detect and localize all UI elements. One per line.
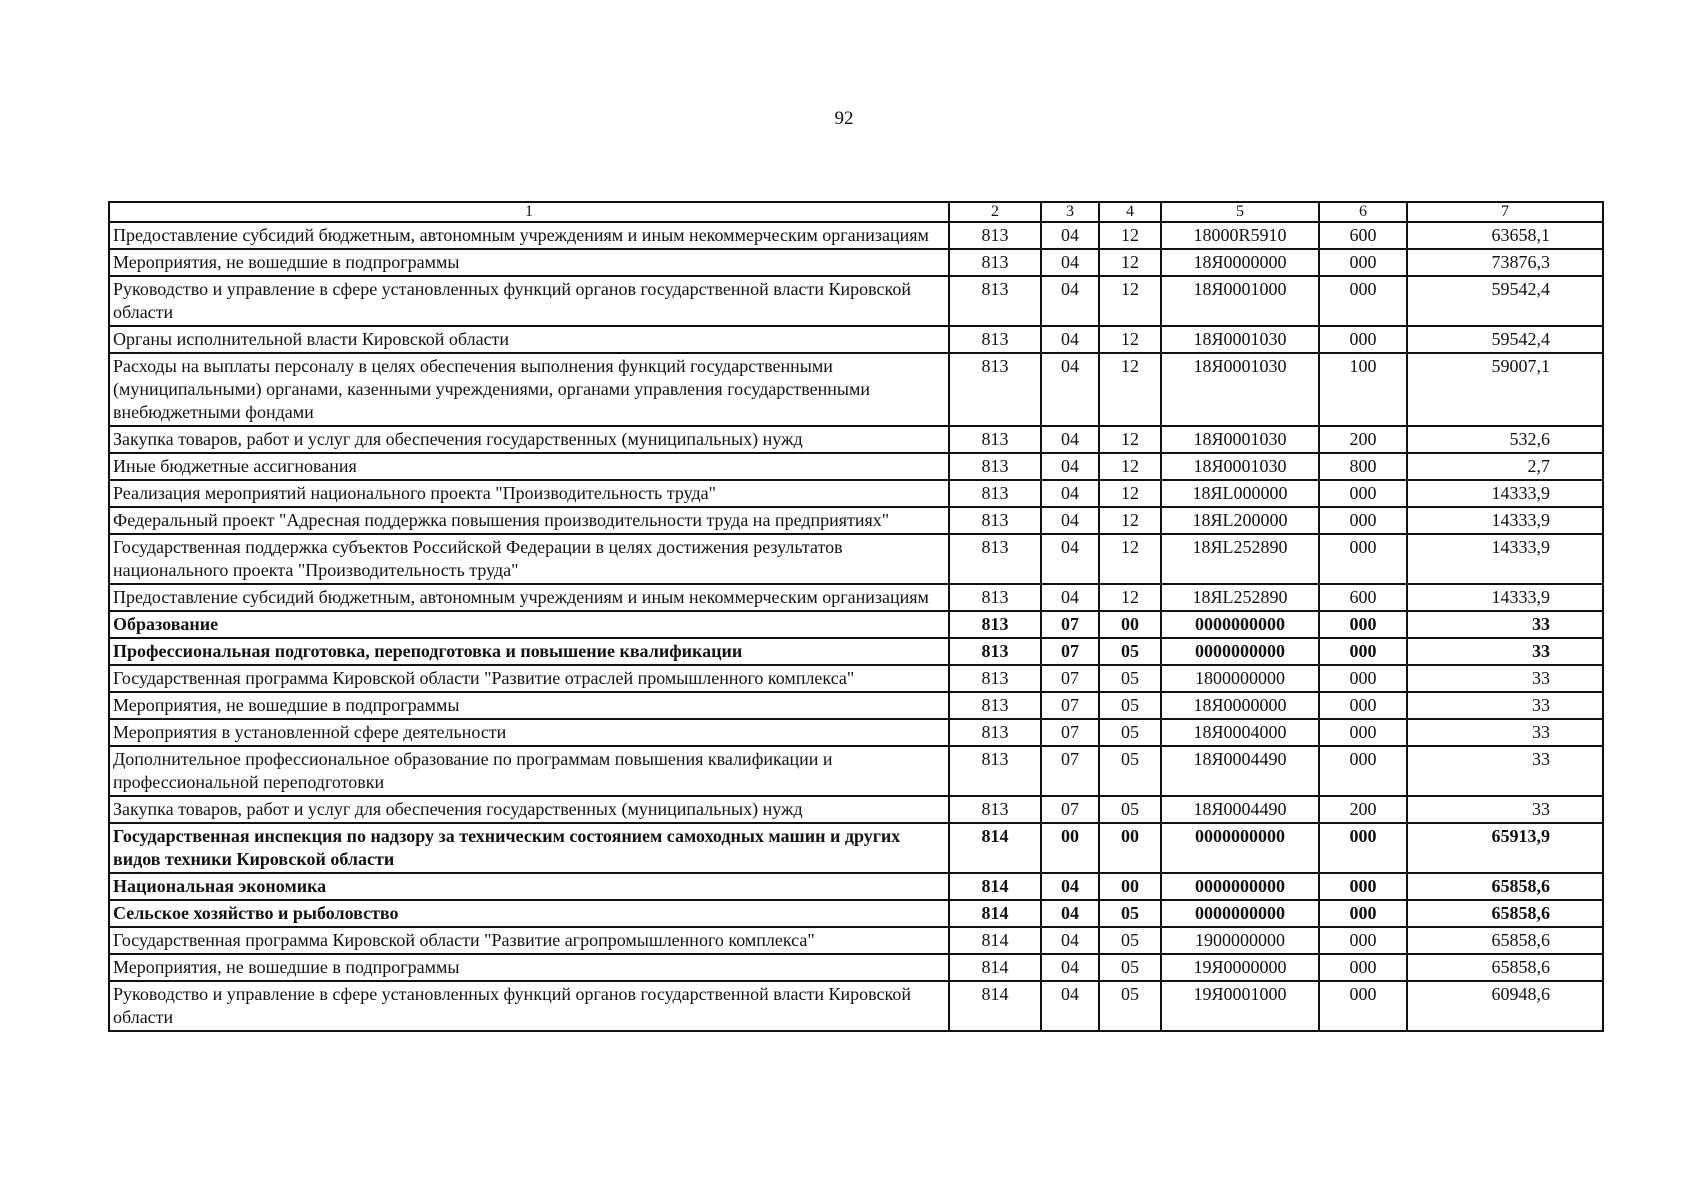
- row-expense-type-cell: 000: [1319, 719, 1407, 746]
- table-row: [109, 426, 1603, 453]
- row-section-cell: 04: [1041, 954, 1099, 981]
- row-grbs-cell: 813: [949, 222, 1041, 249]
- row-amount-cell: 65858,6: [1407, 900, 1603, 927]
- table-row: [109, 823, 1603, 873]
- row-expense-type-cell: 000: [1319, 326, 1407, 353]
- row-target-code-cell: 18Я0000000: [1161, 249, 1319, 276]
- table-header-row: [109, 202, 1603, 222]
- table-row: [109, 480, 1603, 507]
- row-expense-type-cell: 600: [1319, 222, 1407, 249]
- row-amount-cell: 33: [1407, 638, 1603, 665]
- table-row: [109, 222, 1603, 249]
- row-name-cell: Образование: [109, 611, 949, 638]
- row-name-cell: Руководство и управление в сфере установленных функций органов государственной власти Кировской области: [109, 981, 949, 1031]
- table-row: [109, 873, 1603, 900]
- row-expense-type-cell: 000: [1319, 927, 1407, 954]
- row-expense-type-cell: 100: [1319, 353, 1407, 426]
- row-amount-cell: 65913,9: [1407, 823, 1603, 873]
- row-name-cell: Иные бюджетные ассигнования: [109, 453, 949, 480]
- row-target-code-cell: 19Я0000000: [1161, 954, 1319, 981]
- row-grbs-cell: 814: [949, 927, 1041, 954]
- table-row: [109, 665, 1603, 692]
- column-header: 4: [1099, 202, 1161, 222]
- row-target-code-cell: 18Я0004490: [1161, 796, 1319, 823]
- row-name-cell: Мероприятия, не вошедшие в подпрограммы: [109, 692, 949, 719]
- row-amount-cell: 14333,9: [1407, 584, 1603, 611]
- row-grbs-cell: 813: [949, 665, 1041, 692]
- row-grbs-cell: 813: [949, 276, 1041, 326]
- table-row: [109, 611, 1603, 638]
- row-subsection-cell: 00: [1099, 823, 1161, 873]
- row-section-cell: 04: [1041, 453, 1099, 480]
- row-section-cell: 00: [1041, 823, 1099, 873]
- row-expense-type-cell: 200: [1319, 796, 1407, 823]
- row-target-code-cell: 18000R5910: [1161, 222, 1319, 249]
- row-amount-cell: 65858,6: [1407, 873, 1603, 900]
- row-section-cell: 04: [1041, 873, 1099, 900]
- row-amount-cell: 59007,1: [1407, 353, 1603, 426]
- row-name-cell: Мероприятия в установленной сфере деятельности: [109, 719, 949, 746]
- row-grbs-cell: 813: [949, 453, 1041, 480]
- table-row: [109, 326, 1603, 353]
- row-subsection-cell: 05: [1099, 927, 1161, 954]
- row-target-code-cell: 0000000000: [1161, 823, 1319, 873]
- row-grbs-cell: 814: [949, 873, 1041, 900]
- table-row: [109, 900, 1603, 927]
- table-row: [109, 981, 1603, 1031]
- row-section-cell: 07: [1041, 692, 1099, 719]
- row-grbs-cell: 814: [949, 900, 1041, 927]
- row-amount-cell: 59542,4: [1407, 276, 1603, 326]
- row-name-cell: Государственная поддержка субъектов Российской Федерации в целях достижения результатов национального проекта "Производительность труда": [109, 534, 949, 584]
- row-section-cell: 07: [1041, 719, 1099, 746]
- row-section-cell: 04: [1041, 900, 1099, 927]
- row-grbs-cell: 813: [949, 584, 1041, 611]
- row-expense-type-cell: 000: [1319, 638, 1407, 665]
- row-amount-cell: 59542,4: [1407, 326, 1603, 353]
- row-name-cell: Расходы на выплаты персоналу в целях обеспечения выполнения функций государственными (муниципальными) органами, казенными учреждениями, органами управления государственными внебюджетными фондами: [109, 353, 949, 426]
- row-grbs-cell: 813: [949, 480, 1041, 507]
- table-body: [109, 222, 1603, 1031]
- row-grbs-cell: 814: [949, 823, 1041, 873]
- row-amount-cell: 33: [1407, 746, 1603, 796]
- row-grbs-cell: 813: [949, 746, 1041, 796]
- row-expense-type-cell: 000: [1319, 954, 1407, 981]
- row-target-code-cell: 0000000000: [1161, 900, 1319, 927]
- row-subsection-cell: 12: [1099, 249, 1161, 276]
- row-grbs-cell: 813: [949, 426, 1041, 453]
- row-section-cell: 04: [1041, 249, 1099, 276]
- row-expense-type-cell: 600: [1319, 584, 1407, 611]
- row-amount-cell: 14333,9: [1407, 507, 1603, 534]
- row-grbs-cell: 813: [949, 611, 1041, 638]
- row-amount-cell: 33: [1407, 692, 1603, 719]
- row-target-code-cell: 0000000000: [1161, 611, 1319, 638]
- row-subsection-cell: 12: [1099, 276, 1161, 326]
- table-row: [109, 796, 1603, 823]
- row-name-cell: Дополнительное профессиональное образование по программам повышения квалификации и профессиональной переподготовки: [109, 746, 949, 796]
- row-subsection-cell: 12: [1099, 222, 1161, 249]
- row-name-cell: Федеральный проект "Адресная поддержка повышения производительности труда на предприятиях": [109, 507, 949, 534]
- row-expense-type-cell: 000: [1319, 692, 1407, 719]
- row-subsection-cell: 12: [1099, 507, 1161, 534]
- row-section-cell: 07: [1041, 796, 1099, 823]
- row-expense-type-cell: 000: [1319, 534, 1407, 584]
- row-expense-type-cell: 000: [1319, 823, 1407, 873]
- row-subsection-cell: 12: [1099, 453, 1161, 480]
- column-header: 5: [1161, 202, 1319, 222]
- row-target-code-cell: 18Я0001000: [1161, 276, 1319, 326]
- page-number: 92: [834, 108, 854, 129]
- row-section-cell: 04: [1041, 927, 1099, 954]
- table-row: [109, 927, 1603, 954]
- row-amount-cell: 65858,6: [1407, 954, 1603, 981]
- row-name-cell: Государственная программа Кировской области "Развитие отраслей промышленного комплекса": [109, 665, 949, 692]
- row-name-cell: Мероприятия, не вошедшие в подпрограммы: [109, 249, 949, 276]
- row-amount-cell: 33: [1407, 796, 1603, 823]
- row-expense-type-cell: 000: [1319, 873, 1407, 900]
- row-amount-cell: 33: [1407, 611, 1603, 638]
- row-subsection-cell: 12: [1099, 534, 1161, 584]
- row-subsection-cell: 05: [1099, 719, 1161, 746]
- row-amount-cell: 73876,3: [1407, 249, 1603, 276]
- table-row: [109, 534, 1603, 584]
- row-section-cell: 07: [1041, 665, 1099, 692]
- row-name-cell: Предоставление субсидий бюджетным, автономным учреждениям и иным некоммерческим организациям: [109, 584, 949, 611]
- row-target-code-cell: 18ЯL252890: [1161, 584, 1319, 611]
- row-amount-cell: 14333,9: [1407, 534, 1603, 584]
- row-section-cell: 04: [1041, 981, 1099, 1031]
- table-row: [109, 507, 1603, 534]
- row-grbs-cell: 813: [949, 249, 1041, 276]
- row-grbs-cell: 813: [949, 719, 1041, 746]
- table-row: [109, 638, 1603, 665]
- row-section-cell: 07: [1041, 611, 1099, 638]
- row-grbs-cell: 813: [949, 796, 1041, 823]
- row-section-cell: 07: [1041, 638, 1099, 665]
- row-target-code-cell: 0000000000: [1161, 873, 1319, 900]
- row-target-code-cell: 18Я0000000: [1161, 692, 1319, 719]
- row-amount-cell: 33: [1407, 719, 1603, 746]
- row-name-cell: Предоставление субсидий бюджетным, автономным учреждениям и иным некоммерческим организациям: [109, 222, 949, 249]
- row-subsection-cell: 05: [1099, 796, 1161, 823]
- row-amount-cell: 532,6: [1407, 426, 1603, 453]
- row-name-cell: Национальная экономика: [109, 873, 949, 900]
- row-name-cell: Реализация мероприятий национального проекта "Производительность труда": [109, 480, 949, 507]
- column-header: 3: [1041, 202, 1099, 222]
- row-subsection-cell: 05: [1099, 638, 1161, 665]
- row-subsection-cell: 12: [1099, 584, 1161, 611]
- row-subsection-cell: 05: [1099, 665, 1161, 692]
- row-subsection-cell: 00: [1099, 873, 1161, 900]
- row-section-cell: 04: [1041, 222, 1099, 249]
- row-target-code-cell: 1800000000: [1161, 665, 1319, 692]
- row-subsection-cell: 12: [1099, 480, 1161, 507]
- row-section-cell: 04: [1041, 534, 1099, 584]
- row-expense-type-cell: 800: [1319, 453, 1407, 480]
- column-header: 1: [109, 202, 949, 222]
- row-target-code-cell: 18ЯL252890: [1161, 534, 1319, 584]
- row-section-cell: 04: [1041, 584, 1099, 611]
- table-row: [109, 453, 1603, 480]
- row-name-cell: Государственная программа Кировской области "Развитие агропромышленного комплекса": [109, 927, 949, 954]
- row-grbs-cell: 813: [949, 353, 1041, 426]
- row-section-cell: 04: [1041, 507, 1099, 534]
- row-name-cell: Сельское хозяйство и рыболовство: [109, 900, 949, 927]
- column-header: 6: [1319, 202, 1407, 222]
- row-expense-type-cell: 000: [1319, 665, 1407, 692]
- row-amount-cell: 63658,1: [1407, 222, 1603, 249]
- row-name-cell: Мероприятия, не вошедшие в подпрограммы: [109, 954, 949, 981]
- row-subsection-cell: 05: [1099, 900, 1161, 927]
- row-target-code-cell: 18ЯL200000: [1161, 507, 1319, 534]
- row-target-code-cell: 18Я0004490: [1161, 746, 1319, 796]
- budget-table: [108, 201, 1604, 1032]
- row-name-cell: Государственная инспекция по надзору за техническим состоянием самоходных машин и других видов техники Кировской области: [109, 823, 949, 873]
- row-section-cell: 04: [1041, 276, 1099, 326]
- row-name-cell: Закупка товаров, работ и услуг для обеспечения государственных (муниципальных) нужд: [109, 426, 949, 453]
- row-subsection-cell: 05: [1099, 692, 1161, 719]
- row-grbs-cell: 813: [949, 326, 1041, 353]
- row-subsection-cell: 12: [1099, 353, 1161, 426]
- row-grbs-cell: 813: [949, 507, 1041, 534]
- table-row: [109, 276, 1603, 326]
- row-name-cell: Профессиональная подготовка, переподготовка и повышение квалификации: [109, 638, 949, 665]
- row-target-code-cell: 18Я0001030: [1161, 453, 1319, 480]
- row-amount-cell: 2,7: [1407, 453, 1603, 480]
- row-target-code-cell: 0000000000: [1161, 638, 1319, 665]
- row-section-cell: 04: [1041, 426, 1099, 453]
- row-section-cell: 04: [1041, 353, 1099, 426]
- row-amount-cell: 14333,9: [1407, 480, 1603, 507]
- row-name-cell: Закупка товаров, работ и услуг для обеспечения государственных (муниципальных) нужд: [109, 796, 949, 823]
- row-target-code-cell: 18Я0001030: [1161, 426, 1319, 453]
- row-name-cell: Руководство и управление в сфере установленных функций органов государственной власти Кировской области: [109, 276, 949, 326]
- row-subsection-cell: 12: [1099, 426, 1161, 453]
- row-expense-type-cell: 000: [1319, 249, 1407, 276]
- row-subsection-cell: 05: [1099, 981, 1161, 1031]
- row-subsection-cell: 12: [1099, 326, 1161, 353]
- row-target-code-cell: 18ЯL000000: [1161, 480, 1319, 507]
- row-subsection-cell: 05: [1099, 746, 1161, 796]
- row-target-code-cell: 1900000000: [1161, 927, 1319, 954]
- row-expense-type-cell: 000: [1319, 611, 1407, 638]
- row-subsection-cell: 00: [1099, 611, 1161, 638]
- row-subsection-cell: 05: [1099, 954, 1161, 981]
- row-target-code-cell: 18Я0004000: [1161, 719, 1319, 746]
- row-target-code-cell: 19Я0001000: [1161, 981, 1319, 1031]
- row-amount-cell: 33: [1407, 665, 1603, 692]
- row-grbs-cell: 813: [949, 534, 1041, 584]
- row-section-cell: 04: [1041, 480, 1099, 507]
- row-expense-type-cell: 000: [1319, 981, 1407, 1031]
- table-row: [109, 954, 1603, 981]
- table-row: [109, 746, 1603, 796]
- row-grbs-cell: 813: [949, 638, 1041, 665]
- row-target-code-cell: 18Я0001030: [1161, 353, 1319, 426]
- row-target-code-cell: 18Я0001030: [1161, 326, 1319, 353]
- row-expense-type-cell: 200: [1319, 426, 1407, 453]
- row-section-cell: 07: [1041, 746, 1099, 796]
- row-expense-type-cell: 000: [1319, 507, 1407, 534]
- row-grbs-cell: 813: [949, 692, 1041, 719]
- table-row: [109, 719, 1603, 746]
- column-header: 7: [1407, 202, 1603, 222]
- row-grbs-cell: 814: [949, 954, 1041, 981]
- table-row: [109, 584, 1603, 611]
- table-row: [109, 353, 1603, 426]
- row-expense-type-cell: 000: [1319, 480, 1407, 507]
- column-header: 2: [949, 202, 1041, 222]
- row-name-cell: Органы исполнительной власти Кировской области: [109, 326, 949, 353]
- row-expense-type-cell: 000: [1319, 276, 1407, 326]
- table-row: [109, 249, 1603, 276]
- row-expense-type-cell: 000: [1319, 900, 1407, 927]
- row-expense-type-cell: 000: [1319, 746, 1407, 796]
- row-section-cell: 04: [1041, 326, 1099, 353]
- table-row: [109, 692, 1603, 719]
- row-amount-cell: 65858,6: [1407, 927, 1603, 954]
- row-amount-cell: 60948,6: [1407, 981, 1603, 1031]
- row-grbs-cell: 814: [949, 981, 1041, 1031]
